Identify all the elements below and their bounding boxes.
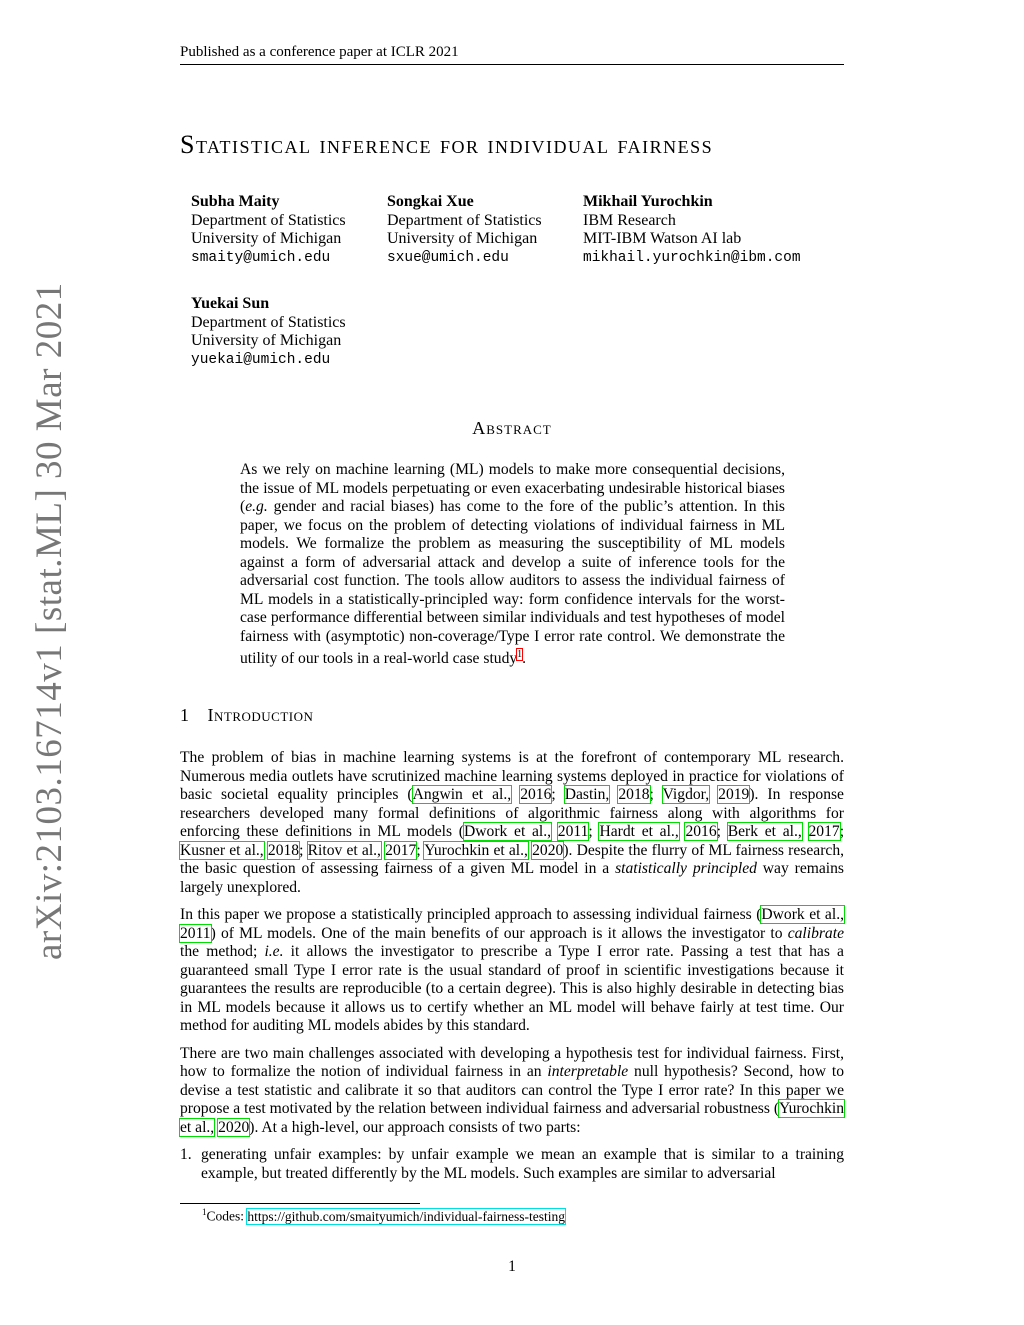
section-number: 1 (180, 705, 190, 725)
author-department: IBM Research (583, 211, 676, 229)
author-block (191, 295, 346, 369)
page-number: 1 (508, 1258, 516, 1275)
citation-link[interactable]: Yurochkin et al., (180, 1100, 844, 1136)
section-title: Introduction (207, 705, 314, 725)
author-email[interactable]: mikhail.yurochkin@ibm.com (583, 249, 801, 266)
citation-link[interactable]: Ritov et al., (307, 841, 381, 859)
author-block (387, 193, 542, 267)
footnote-mark: 1 (202, 1207, 207, 1217)
author-department: Department of Statistics (191, 211, 346, 229)
arxiv-identifier: arXiv:2103.16714v1 [stat.ML] 30 Mar 2021 (29, 282, 70, 960)
citation-year-link[interactable]: 2020 (218, 1118, 250, 1136)
citation-year-link[interactable]: 2016 (520, 786, 552, 803)
abstract-heading: Abstract (472, 418, 552, 438)
citation-link[interactable]: Dastin, (564, 786, 610, 803)
author-affiliation: MIT-IBM Watson AI lab (583, 230, 742, 247)
citation-link[interactable]: Angwin et al., (412, 786, 512, 803)
citation-link[interactable]: Vigdor, (662, 786, 710, 803)
citation-year-link[interactable]: 2020 (532, 841, 564, 859)
citation-year-link[interactable]: 2017 (385, 841, 417, 859)
running-header: Published as a conference paper at ICLR 2021 (180, 44, 844, 65)
list-item (180, 1146, 844, 1183)
citation-link[interactable]: Dwork et al., (761, 906, 844, 923)
citation-link[interactable]: Hardt et al., (599, 823, 679, 840)
author-affiliation: University of Michigan (387, 230, 538, 247)
citation-year-link[interactable]: 2011 (557, 823, 589, 840)
author-name: Mikhail Yurochkin (583, 193, 713, 210)
citation-link[interactable]: Dwork et al., (464, 823, 552, 840)
footnote (202, 1207, 565, 1225)
citation-link[interactable]: Kusner et al., (180, 841, 264, 859)
list-marker: 1. (180, 1146, 192, 1163)
author-affiliation: University of Michigan (191, 230, 342, 247)
paragraph: In this paper we propose a statistically principled approach to assessing individual fairness (Dwork et al., 2011) of ML models. One of the main benefits of our approach is it allows the investigator to calibrate the method; i.e. it allows the investigator to prescribe a Type I error rate. Passing a test that has a guaranteed small Type I error rate is the usual standard of proof in scientific investigations because it guarantees the results are reproducible (to a certain degree). This is also highly desirable in detecting bias in ML models because it allows us to certify whether an ML model will behave fairly at test time. Our method for auditing ML models abides by this standard. (180, 906, 844, 1034)
citation-year-link[interactable]: 2018 (267, 841, 300, 859)
footnote-divider (180, 1203, 420, 1204)
citation-year-link[interactable]: 2016 (685, 823, 717, 840)
citation-link[interactable]: Yurochkin et al., (424, 841, 528, 859)
author-email[interactable]: sxue@umich.edu (387, 249, 509, 266)
author-department: Department of Statistics (191, 313, 346, 331)
citation-year-link[interactable]: 2018 (618, 786, 650, 803)
section-heading (180, 705, 313, 726)
paper-title: Statistical inference for individual fairness (180, 130, 714, 159)
author-email[interactable]: smaity@umich.edu (191, 249, 331, 266)
paragraph: The problem of bias in machine learning systems is at the forefront of contemporary ML research. Numerous media outlets have scrutinized machine learning systems deployed in practice for violations of basic societal equality principles (Angwin et al., 2016; Dastin, 2018; Vigdor, 2019). In response researchers developed many formal definitions of algorithmic fairness along with algorithms for enforcing these definitions in ML models (Dwork et al., 2011; Hardt et al., 2016; Berk et al., 2017; Kusner et al., 2018; Ritov et al., 2017; Yurochkin et al., 2020). Despite the flurry of ML fairness research, the basic question of assessing fairness of a given ML model in a statistically principled way remains largely unexplored. (180, 749, 845, 896)
citation-link[interactable]: Berk et al., (727, 823, 802, 840)
citation-year-link[interactable]: 2011 (180, 924, 211, 942)
author-name: Subha Maity (191, 193, 280, 210)
citation-year-link[interactable]: 2019 (718, 786, 750, 803)
paragraph: There are two main challenges associated with developing a hypothesis test for individual fairness. First, how to formalize the notion of individual fairness in an interpretable null hypothesis? Second, how to devise a test statistic and calibrate it so that auditors can control the Type I error rate? In this paper we propose a test motivated by the relation between individual fairness and adversarial robustness (Yurochkin et al., 2020). At a high-level, our approach consists of two parts: (180, 1044, 845, 1136)
author-department: Department of Statistics (387, 211, 542, 229)
abstract-text: As we rely on machine learning (ML) models to make more consequential decisions, the issue of ML models perpetuating or even exacerbating undesirable historical biases (e.g. gender and racial biases) has come to the fore of the public’s attention. In this paper, we focus on the problem of detecting violations of individual fairness in ML models. We formalize the problem as measuring the susceptibility of ML models against a form of adversarial attack and develop a suite of inference tools for the adversarial cost function. The tools allow auditors to assess the individual fairness of ML models in a statistically-principled way: form confidence intervals for the worst-case performance differential between similar individuals and test hypotheses of model fairness with (asymptotic) non-coverage/Type I error rate control. We demonstrate the utility of our tools in a real-world case study$^1$. (240, 461, 785, 668)
author-affiliation: University of Michigan (191, 332, 342, 349)
code-url-link[interactable]: https://github.com/smaityumich/individual-fairness-testing (247, 1208, 565, 1224)
footnote-reference[interactable]: 1 (517, 649, 523, 660)
author-block (191, 193, 346, 267)
author-block (583, 193, 801, 267)
citation-year-link[interactable]: 2017 (808, 823, 840, 840)
list-item-text: generating unfair examples: by unfair example we mean an example that is similar to a training example, but treated differently by the ML models. Such examples are similar to adversarial (201, 1146, 844, 1182)
footnote-label: Codes: (206, 1208, 248, 1224)
author-email[interactable]: yuekai@umich.edu (191, 351, 331, 368)
author-name: Yuekai Sun (191, 295, 270, 312)
author-name: Songkai Xue (387, 193, 474, 210)
body-text (180, 749, 844, 1183)
